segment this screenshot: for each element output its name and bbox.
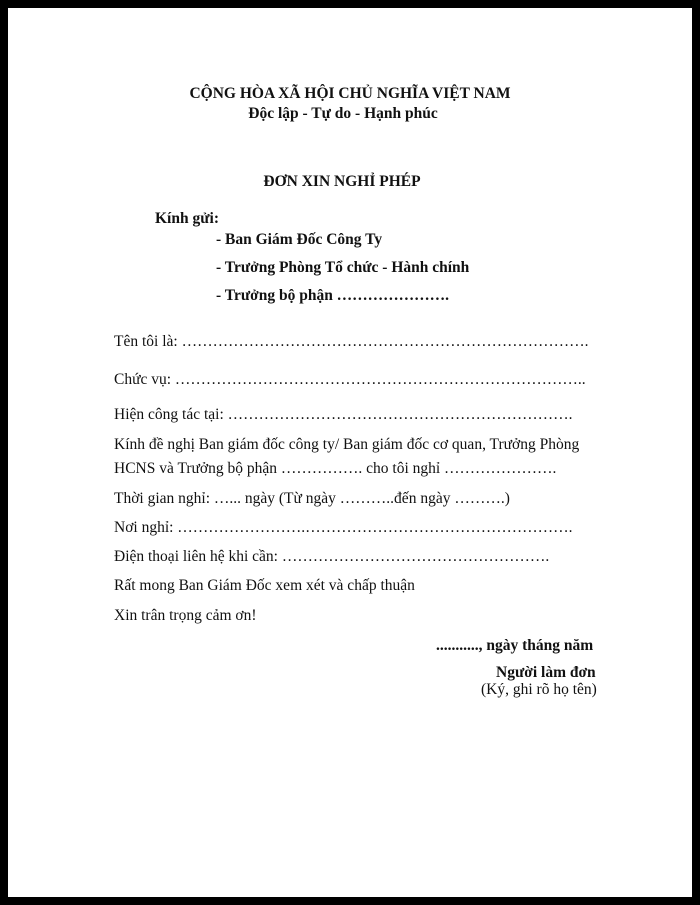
request-line-2: HCNS và Trưởng bộ phận ……………. cho tôi nghỉ …………………. xyxy=(114,460,557,477)
recipient-board-of-directors: - Ban Giám Đốc Công Ty xyxy=(216,231,383,248)
national-title: CỘNG HÒA XÃ HỘI CHỦ NGHĨA VIỆT NAM xyxy=(189,85,511,102)
recipient-greeting: Kính gửi: xyxy=(155,210,219,227)
field-workplace: Hiện công tác tại: …………………………………………………………. xyxy=(114,406,573,423)
field-contact-phone: Điện thoại liên hệ khi cần: ……………………………………………. xyxy=(114,548,550,565)
signature-signer: Người làm đơn xyxy=(496,664,596,681)
motto: Độc lập - Tự do - Hạnh phúc xyxy=(248,105,438,122)
document-title: ĐƠN XIN NGHỈ PHÉP xyxy=(263,173,421,190)
recipient-department-head: - Trưởng bộ phận …………………. xyxy=(216,287,450,304)
recipient-hr-admin-head: - Trưởng Phòng Tổ chức - Hành chính xyxy=(216,259,470,276)
signature-note: (Ký, ghi rõ họ tên) xyxy=(481,681,597,698)
field-leave-time: Thời gian nghỉ: …... ngày (Từ ngày ………..đến ngày ……….) xyxy=(114,490,510,507)
document-page xyxy=(8,8,692,897)
closing-hope: Rất mong Ban Giám Đốc xem xét và chấp thuận xyxy=(114,577,415,594)
field-leave-place: Nơi nghỉ: …………………….……………………………………………. xyxy=(114,519,573,536)
request-line-1: Kính đề nghị Ban giám đốc công ty/ Ban giám đốc cơ quan, Trưởng Phòng xyxy=(114,436,580,453)
field-position: Chức vụ: …………………………………………………………………….. xyxy=(114,371,586,388)
signature-date-line: ..........., ngày tháng năm xyxy=(436,637,594,654)
field-name: Tên tôi là: ……………………………………………………………………. xyxy=(114,333,589,350)
closing-thanks: Xin trân trọng cảm ơn! xyxy=(114,607,257,624)
